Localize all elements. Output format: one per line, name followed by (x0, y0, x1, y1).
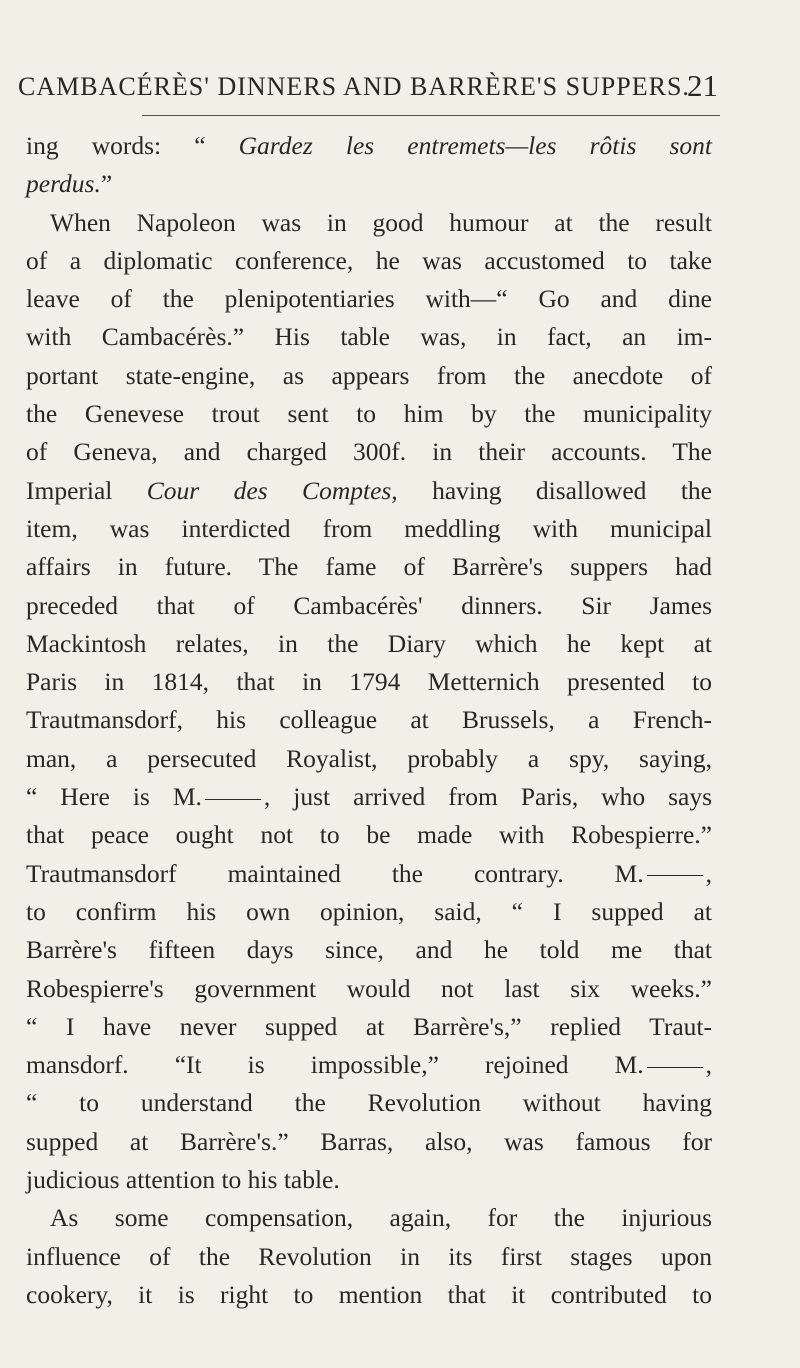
page-number: 21 (687, 68, 718, 103)
text-line: leave of the plenipotentiaries with—“ Go and dine (26, 284, 712, 314)
text-line: “ to understand the Revolution without having (26, 1088, 712, 1118)
running-head: CAMBACÉRÈS' DINNERS AND BARRÈRE'S SUPPERS. (18, 72, 690, 101)
line-text: , (705, 1050, 712, 1080)
name-dash (205, 799, 261, 800)
text-line: judicious attention to his table. (26, 1165, 340, 1195)
body-text (26, 127, 712, 1314)
page-header (18, 68, 718, 112)
line-text: “ Here is M. (26, 782, 202, 812)
text-line: preceded that of Cambacérès' dinners. Sir James (26, 590, 712, 620)
text-line (26, 778, 712, 816)
line-text: Trautmansdorf maintained the contrary. M. (26, 858, 644, 888)
italic-phrase: Cour des Comptes, (146, 475, 398, 505)
text-line (26, 472, 712, 510)
header-rule (142, 115, 720, 116)
text-line: man, a persecuted Royalist, probably a spy, saying, (26, 743, 712, 773)
italic-phrase: Gardez les entremets—les rôtis sont (238, 131, 712, 160)
line-text: mansdorf. “It is impossible,” rejoined M. (26, 1050, 644, 1080)
name-dash (647, 875, 703, 876)
name-dash (647, 1067, 703, 1068)
text-line (26, 165, 712, 203)
text-line: Paris in 1814, that in 1794 Metternich presented to (26, 667, 712, 697)
italic-phrase: perdus. (26, 169, 101, 199)
text-line: Trautmansdorf, his colleague at Brussels, a French- (26, 705, 712, 735)
text-line (26, 127, 712, 165)
text-line (26, 1046, 712, 1084)
text-line: When Napoleon was in good humour at the result (50, 207, 712, 237)
line-text: , just arrived from Paris, who says (263, 782, 713, 812)
text-line: Robespierre's government would not last six weeks.” (26, 973, 712, 1003)
text-line: that peace ought not to be made with Robespierre.” (26, 820, 712, 850)
line-text: Imperial (26, 475, 147, 505)
text-line: portant state-engine, as appears from the anecdote of (26, 360, 712, 390)
text-line (26, 855, 712, 893)
text-line: with Cambacérès.” His table was, in fact, an im- (26, 322, 712, 352)
line-text: ing words: “ (26, 131, 239, 160)
text-line: “ I have never supped at Barrère's,” replied Traut- (26, 1011, 712, 1041)
text-line: the Genevese trout sent to him by the municipality (26, 399, 712, 429)
text-line: affairs in future. The fame of Barrère's suppers had (26, 552, 712, 582)
line-text: having disallowed the (397, 475, 712, 505)
text-line: Mackintosh relates, in the Diary which he kept at (26, 628, 712, 658)
text-line: supped at Barrère's.” Barras, also, was famous for (26, 1126, 712, 1156)
line-text: , (705, 858, 712, 888)
text-line: As some compensation, again, for the injurious (50, 1203, 712, 1233)
text-line: Barrère's fifteen days since, and he told me that (26, 935, 712, 965)
text-line: item, was interdicted from meddling with municipal (26, 513, 712, 543)
text-line: of a diplomatic conference, he was accustomed to take (26, 245, 712, 275)
text-line: cookery, it is right to mention that it contributed to (26, 1279, 712, 1309)
text-line: to confirm his own opinion, said, “ I supped at (26, 896, 712, 926)
line-text: ” (100, 169, 113, 199)
text-line: of Geneva, and charged 300f. in their accounts. The (26, 437, 712, 467)
text-line: influence of the Revolution in its first stages upon (26, 1241, 712, 1271)
